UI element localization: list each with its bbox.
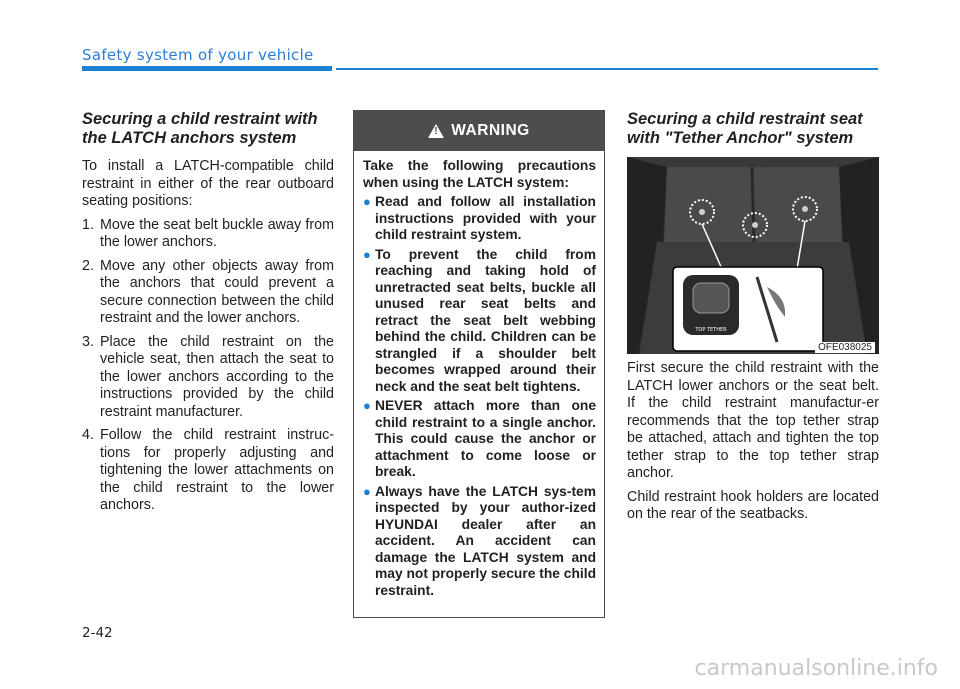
warning-item: ● NEVER attach more than one child restraint to a single anchor. This could cause the anchor or attachment to come loose or break. (363, 398, 596, 479)
tether-para-2: Child restraint hook holders are located on the rear of the seatbacks. (627, 488, 879, 522)
tether-text (627, 360, 879, 530)
right-column (627, 110, 879, 158)
warning-intro: Take the following precautions when using the LATCH system: (363, 158, 596, 190)
bullet-icon: ● (363, 483, 371, 499)
bullet-icon: ● (363, 398, 371, 413)
header-rule-thick (82, 66, 332, 71)
tether-para-1: First secure the child restraint with the LATCH lower anchors or the seat belt. If the child restraint manufactur-er recommends that the top tether strap be attached, attach and tighten the top tether strap to the top tether strap anchor. (627, 360, 879, 481)
bullet-icon: ● (363, 246, 371, 262)
tether-heading: Securing a child restraint seat with "Tether Anchor" system (627, 110, 863, 147)
figure-caption: OFE038025 (815, 342, 875, 353)
cargo-area-illustration (627, 157, 879, 354)
warning-item: ● To prevent the child from reaching and taking hold of unretracted seat belts, buckle all unused rear seat belts and retract the seat belt webbing behind the child. Children can be strangled if a shoulder belt becomes wrapped around their neck and the seat belt tightens. (363, 246, 596, 394)
warning-header (354, 111, 604, 151)
warning-item: ● Always have the LATCH sys-tem inspected by your author-ized HYUNDAI dealer after an accident. An accident can damage the LATCH system and may not properly secure the child restraint. (363, 483, 596, 598)
warning-item: ● Read and follow all installation instructions provided with your child restraint system. (363, 194, 596, 242)
watermark: carmanualsonline.info (694, 656, 938, 681)
header-rule-thin (336, 68, 878, 70)
warning-box (353, 110, 605, 618)
latch-intro: To install a LATCH-compatible child restraint in either of the rear outboard seating positions: (82, 158, 334, 209)
step-item: 2. Move any other objects away from the anchors that could prevent a secure connection between the child restraint and the lower anchors. (82, 257, 334, 326)
page-number: 2-42 (82, 625, 113, 641)
top-tether-label: TOP TETHER (695, 327, 727, 333)
bullet-icon: ● (363, 194, 371, 209)
step-item: 1. Move the seat belt buckle away from the lower anchors. (82, 216, 334, 250)
section-title: Safety system of your vehicle (82, 46, 314, 64)
warning-title: WARNING (451, 122, 530, 139)
tether-anchor-figure (627, 157, 879, 354)
warning-list (363, 194, 596, 599)
latch-heading: Securing a child restraint with the LATCH anchors system (82, 110, 318, 147)
step-item: 4. Follow the child restraint instruc-tions for properly adjusting and tightening the lower attachments on the child restraint to the lower anchors. (82, 427, 334, 513)
left-column (82, 110, 334, 521)
latch-steps (82, 217, 334, 515)
warning-body (354, 151, 604, 599)
step-item: 3. Place the child restraint on the vehicle seat, then attach the seat to the lower anchors according to the instructions provided by the child restraint manufacturer. (82, 333, 334, 420)
warning-triangle-icon (428, 124, 444, 138)
